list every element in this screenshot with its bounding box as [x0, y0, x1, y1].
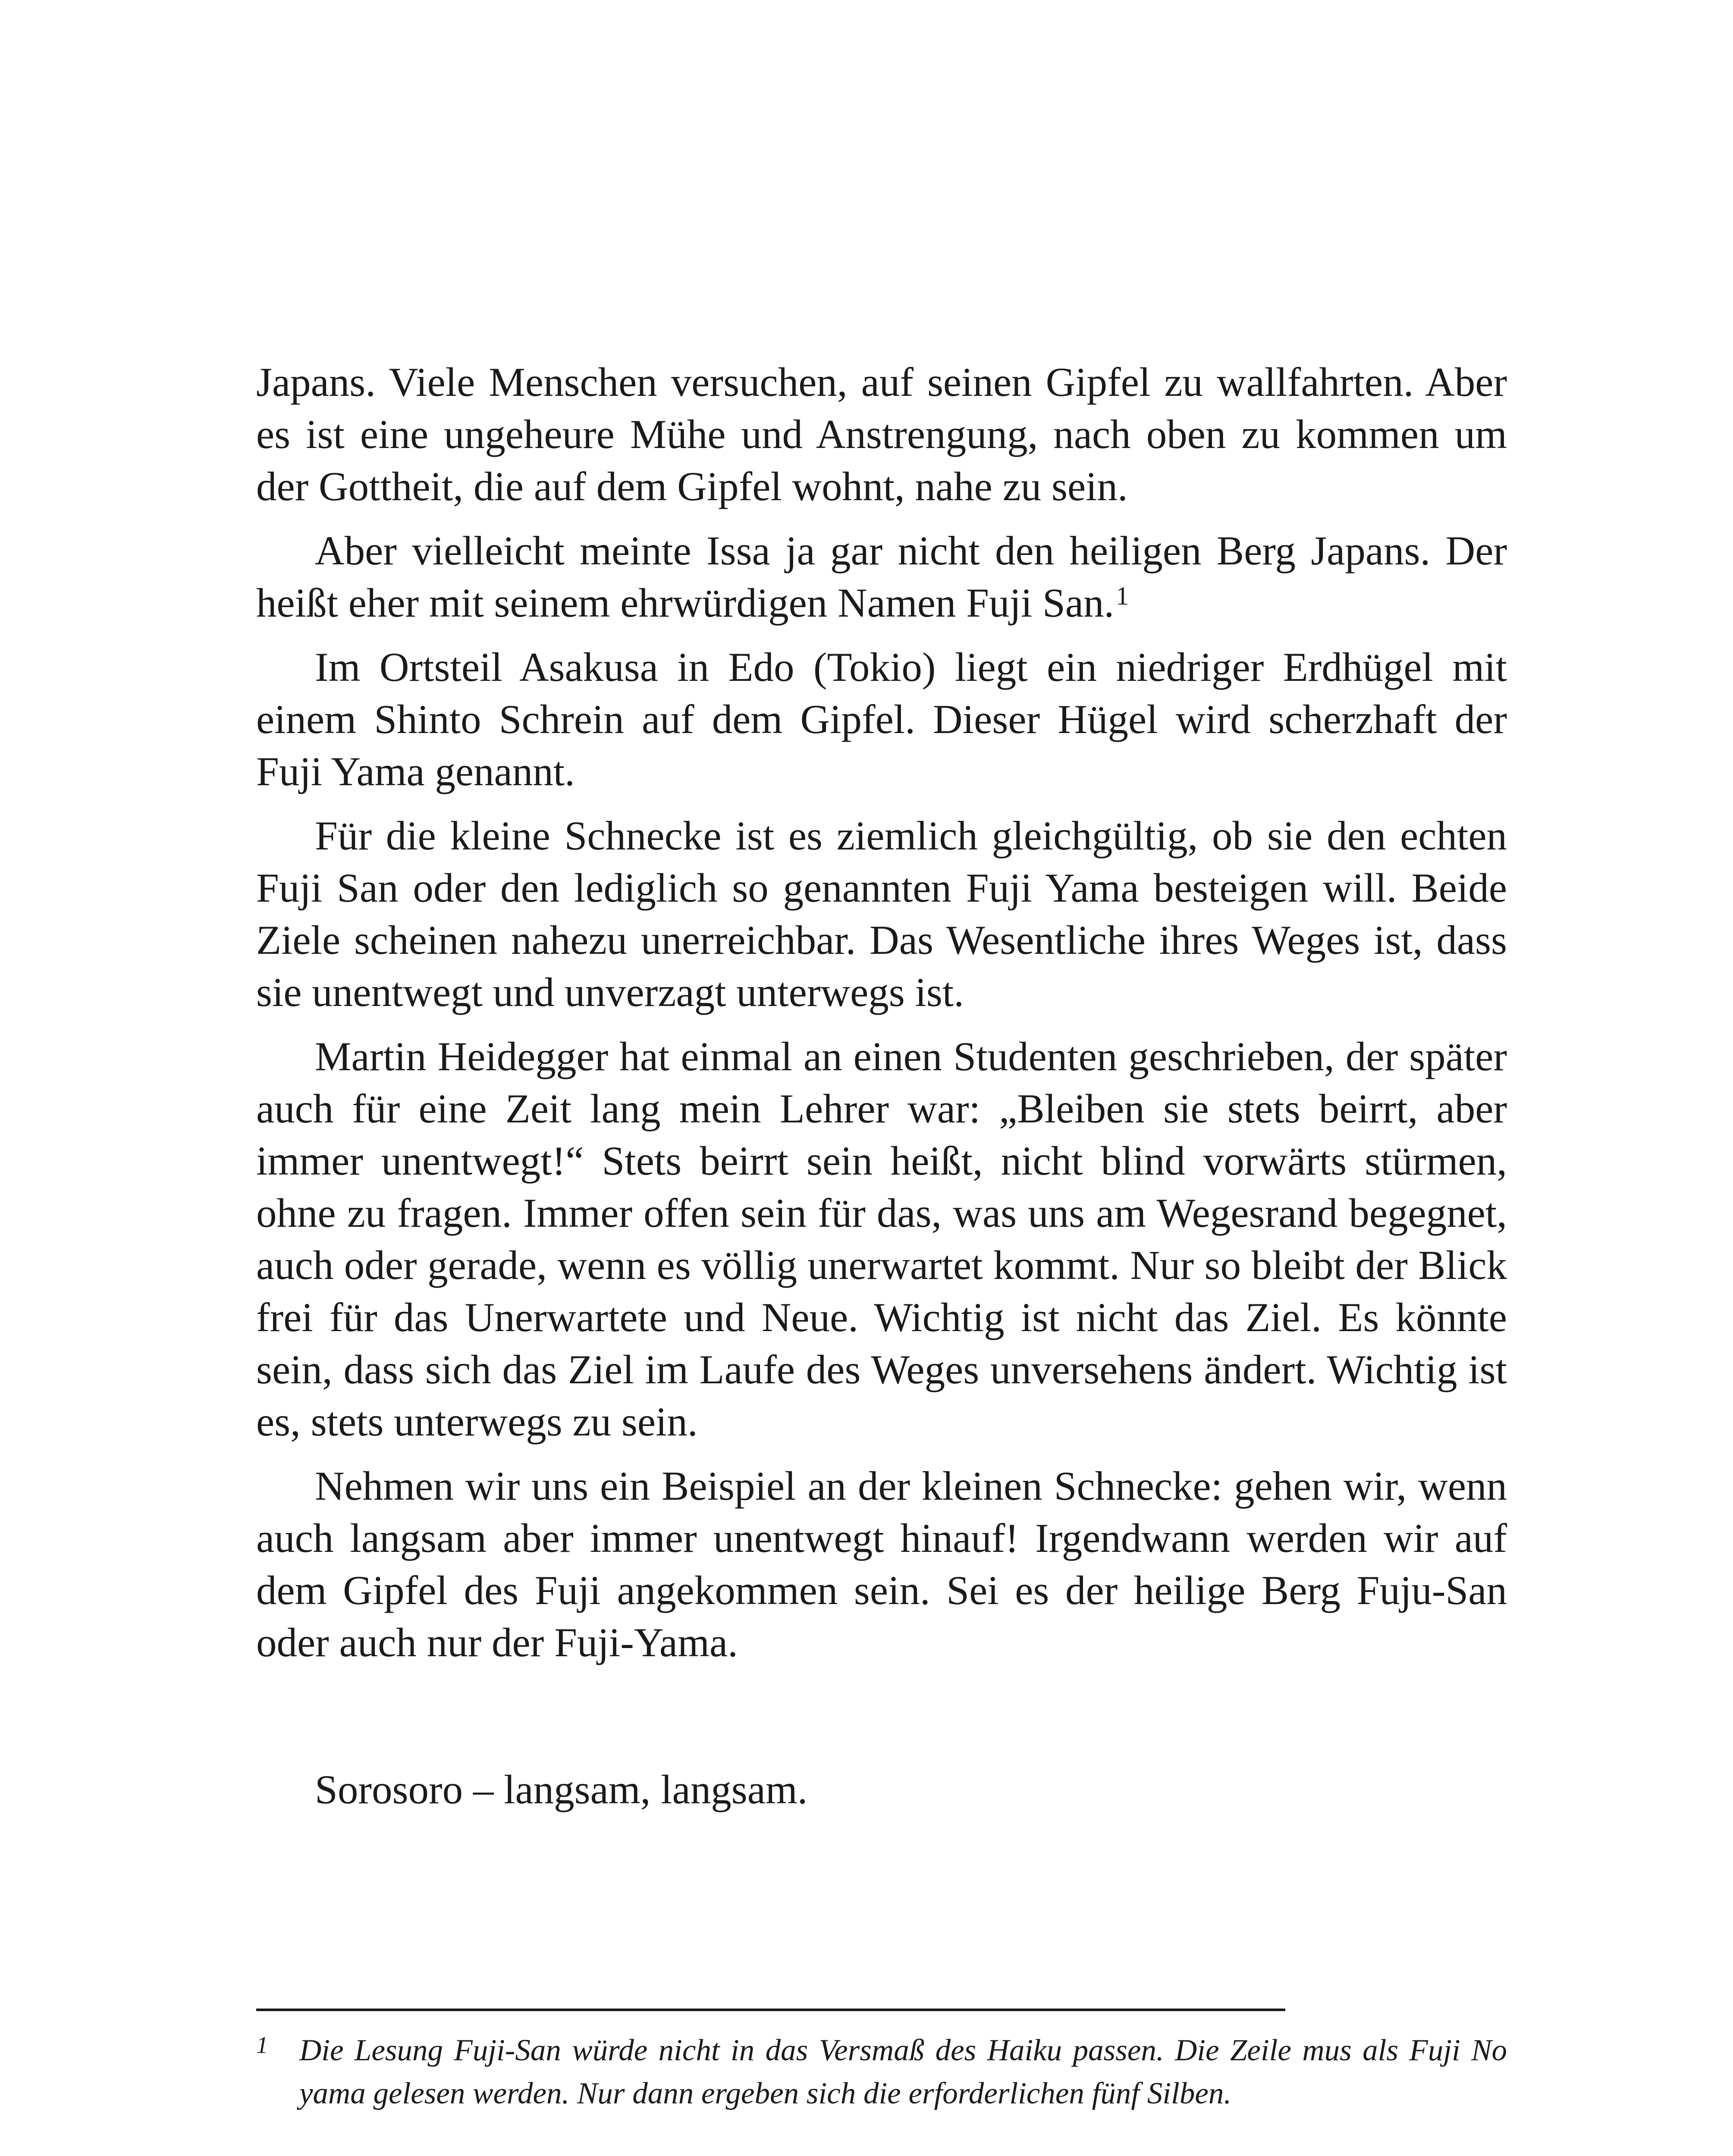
footnote-number: 1 [256, 2032, 268, 2058]
footnote-text: Die Lesung Fuji-San würde nicht in das Versmaß des Haiku passen. Die Zeile mus als Fuji No yama gelesen werden. Nur dann ergeben sich die erforderlichen fünf Silben. [299, 2034, 1507, 2110]
paragraph-1: Japans. Viele Menschen versuchen, auf seinen Gipfel zu wallfahrten. Aber es ist eine ungeheure Mühe und Anstrengung, nach oben zu kommen um der Gottheit, die auf dem Gipfel wohnt, nahe zu sein. [256, 359, 1507, 509]
footnote-reference: 1 [1116, 582, 1129, 610]
footnote-divider [256, 2009, 1285, 2011]
paragraph-4: Für die kleine Schnecke ist es ziemlich gleichgültig, ob sie den echten Fuji San oder den lediglich so genannten Fuji Yama besteigen will. Beide Ziele scheinen nahezu unerreichbar. Das Wesentliche ihres Weges ist, dass sie unentwegt und unverzagt unterwegs ist. [256, 813, 1507, 1015]
paragraph-3: Im Ortsteil Asakusa in Edo (Tokio) liegt ein niedriger Erdhügel mit einem Shinto Schrein auf dem Gipfel. Dieser Hügel wird scherzhaft der Fuji Yama genannt. [256, 644, 1507, 794]
body-text [256, 356, 1507, 1669]
closing-line: Sorosoro – langsam, langsam. [315, 1767, 808, 1812]
footnote [256, 2029, 1507, 2115]
paragraph-6: Nehmen wir uns ein Beispiel an der kleinen Schnecke: gehen wir, wenn auch langsam aber immer unentwegt hinauf! Irgendwann werden wir auf dem Gipfel des Fuji angekommen sein. Sei es der heilige Berg Fuju-San oder auch nur der Fuji-Yama. [256, 1463, 1507, 1665]
paragraph-2-text: Aber vielleicht meinte Issa ja gar nicht den heiligen Berg Japans. Der heißt eher mit seinem ehrwürdigen Namen Fuji San. [256, 528, 1507, 626]
paragraph-5: Martin Heidegger hat einmal an einen Studenten geschrieben, der später auch für eine Zeit lang mein Lehrer war: „Bleiben sie stets beirrt, aber immer unentwegt!“ Stets beirrt sein heißt, nicht blind vorwärts stürmen, ohne zu fragen. Immer offen sein für das, was uns am Wegesrand begegnet, auch oder gerade, wenn es völlig unerwartet kommt. Nur so bleibt der Blick frei für das Unerwartete und Neue. Wichtig ist nicht das Ziel. Es könnte sein, dass sich das Ziel im Laufe des Weges unversehens ändert. Wichtig ist es, stets unterwegs zu sein. [256, 1034, 1507, 1445]
paragraph-2 [256, 525, 1507, 629]
